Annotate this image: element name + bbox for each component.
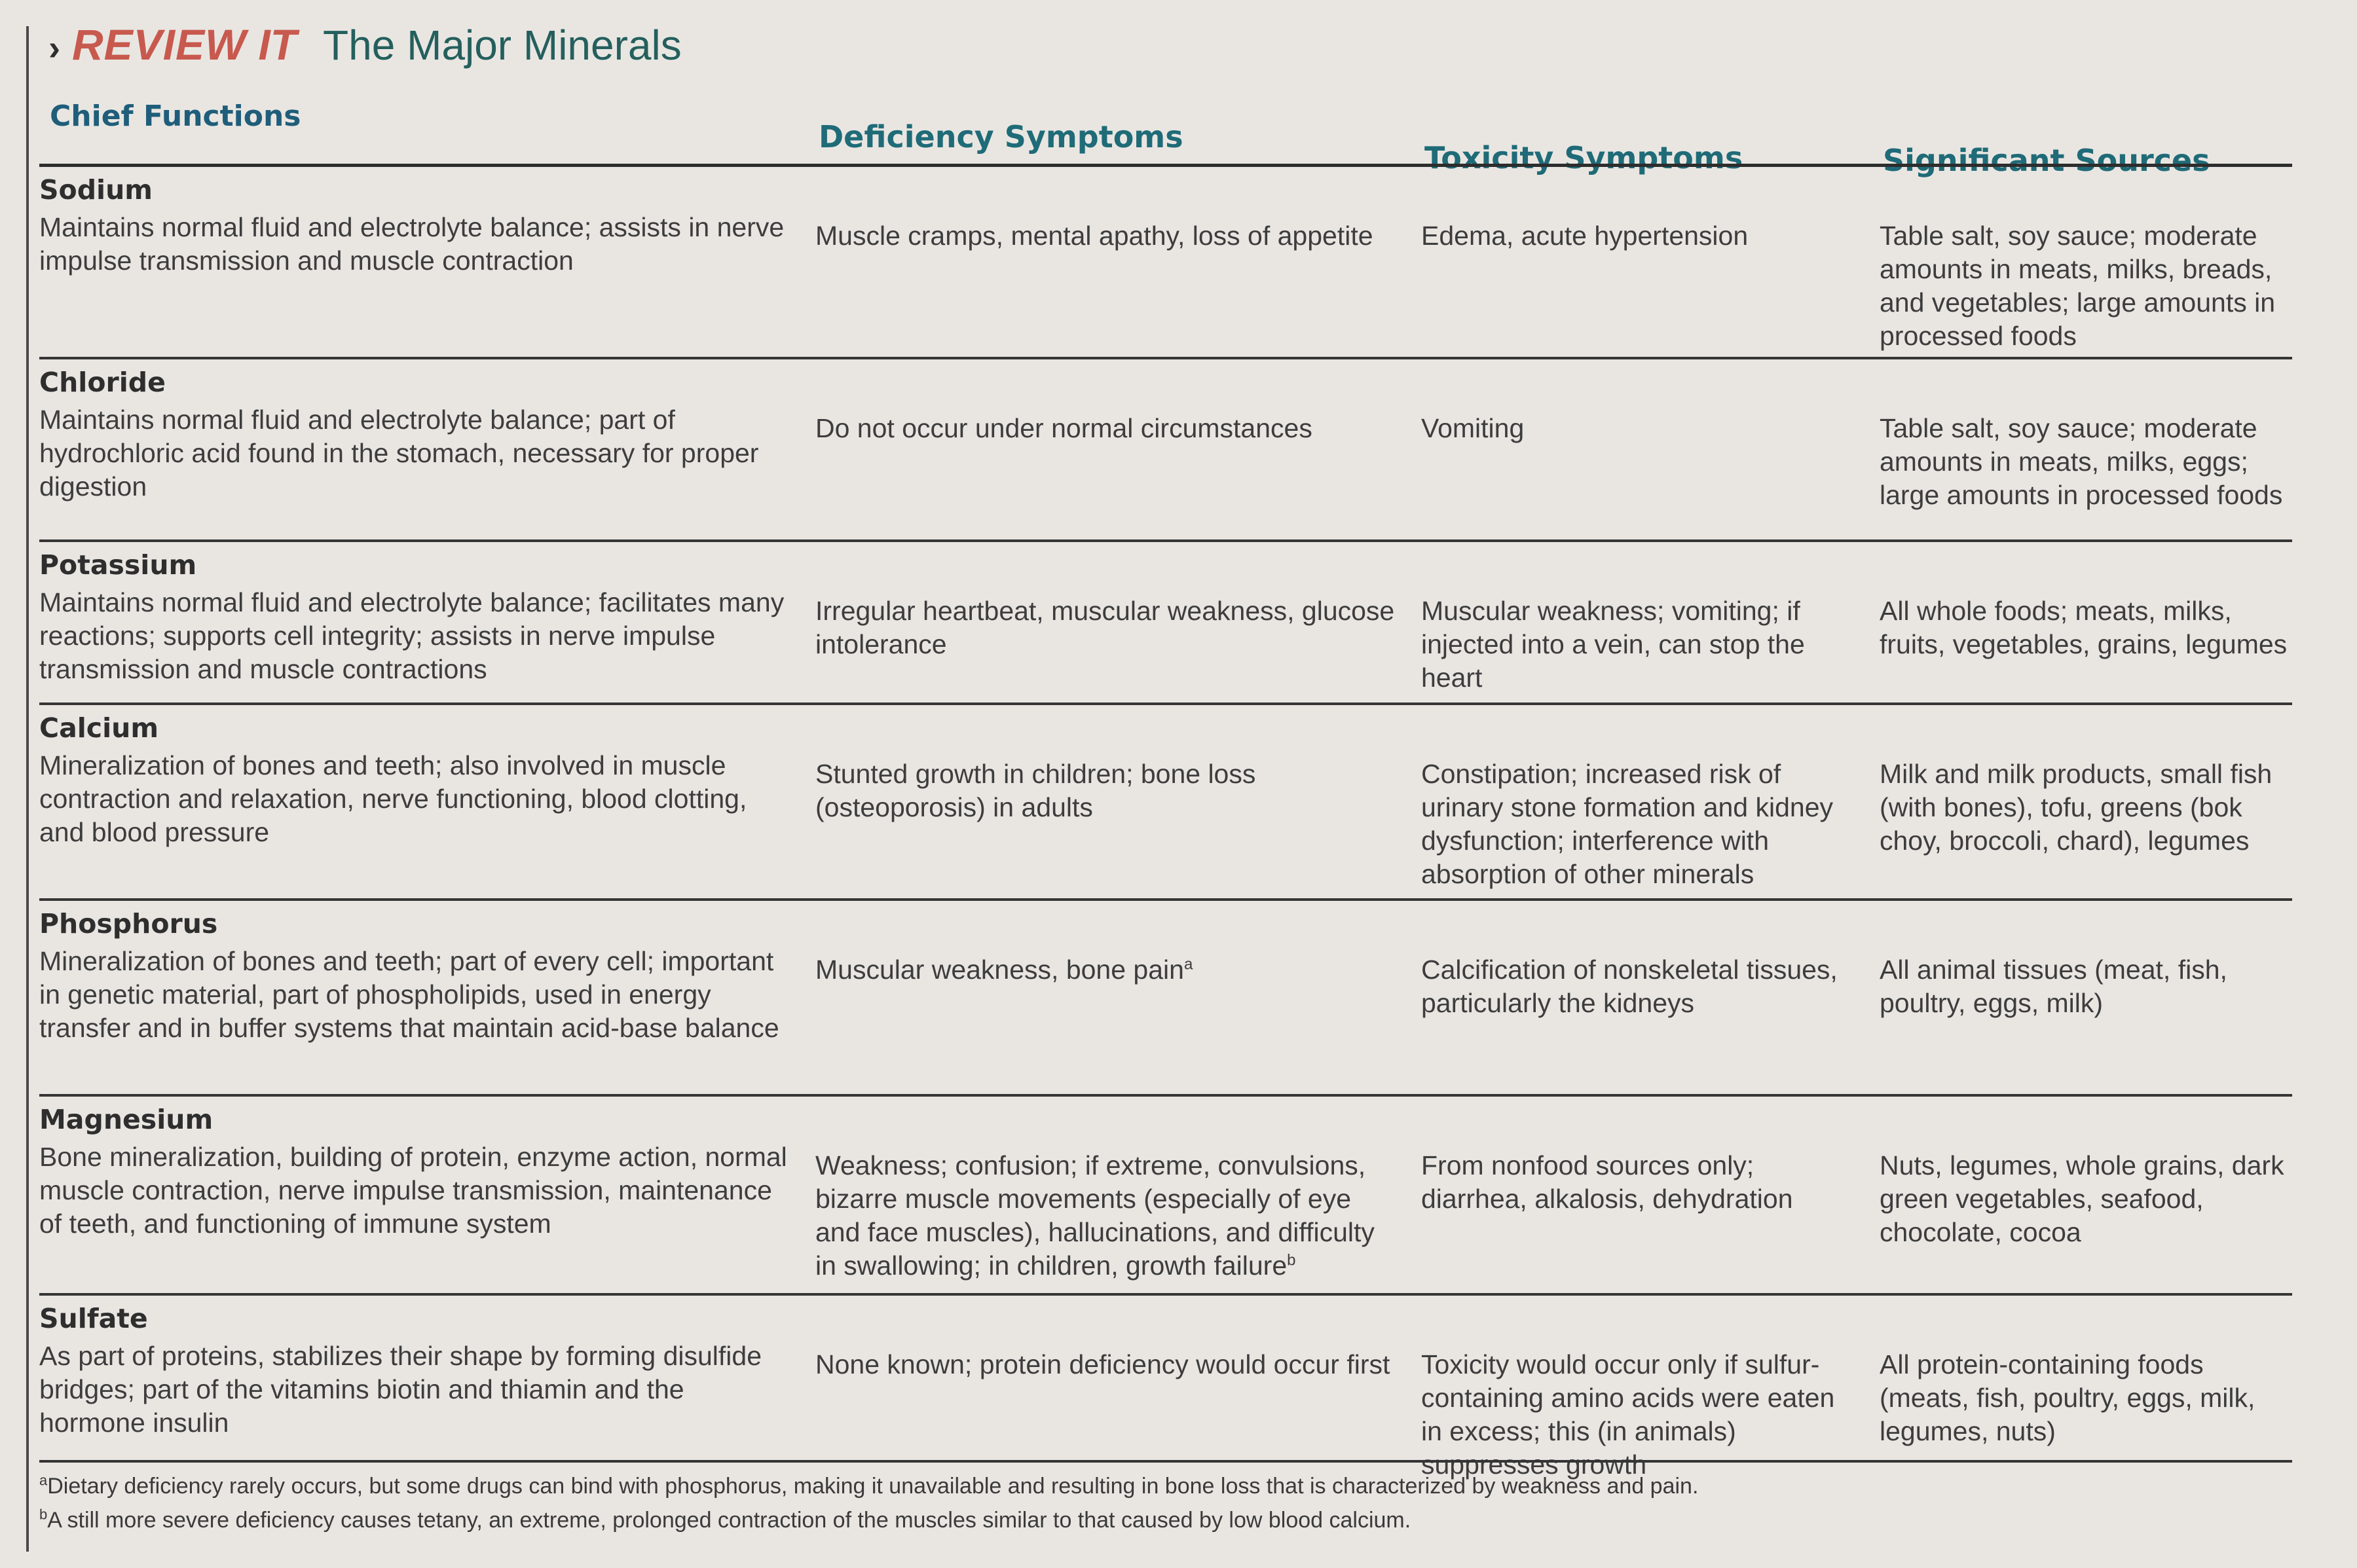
deficiency-cell: Irregular heartbeat, muscular weakness, glucose intolerance — [815, 596, 1395, 659]
footnote-mark: b — [39, 1506, 48, 1523]
deficiency-cell: None known; protein deficiency would occur first — [815, 1349, 1390, 1379]
toxicity-cell: From nonfood sources only; diarrhea, alkalosis, dehydration — [1421, 1150, 1793, 1214]
functions-cell — [39, 542, 815, 702]
minerals-table — [39, 164, 2292, 1479]
table-row — [39, 539, 2292, 702]
deficiency-cell: Do not occur under normal circumstances — [815, 413, 1312, 443]
table-row — [39, 898, 2292, 1094]
functions-text: Maintains normal fluid and electrolyte balance; assists in nerve impulse transmission and muscle contraction — [39, 212, 785, 276]
table-row — [39, 1094, 2292, 1293]
mineral-name: Calcium — [39, 712, 159, 744]
deficiency-text: Weakness; confusion; if extreme, convulsions, bizarre muscle movements (especially of eye and face muscles), hallucinations, and difficulty in swallowing; in children, growth failure — [815, 1150, 1375, 1281]
sources-cell: All protein-containing foods (meats, fish, poultry, eggs, milk, legumes, nuts) — [1880, 1349, 2255, 1446]
footnotes — [39, 1460, 2292, 1537]
deficiency-cell: Stunted growth in children; bone loss (osteoporosis) in adults — [815, 759, 1256, 822]
table-row — [39, 164, 2292, 357]
sources-cell: Milk and milk products, small fish (with bones), tofu, greens (bok choy, broccoli, chard), legumes — [1880, 759, 2273, 856]
mineral-name: Potassium — [39, 549, 197, 581]
section-header — [48, 20, 682, 69]
margin-rule — [26, 26, 29, 1552]
functions-cell — [39, 901, 815, 1094]
mineral-name: Sodium — [39, 174, 153, 206]
mineral-name: Sulfate — [39, 1303, 148, 1334]
functions-cell — [39, 705, 815, 898]
sources-cell: Table salt, soy sauce; moderate amounts in meats, milks, breads, and vegetables; large amounts in processed foods — [1880, 221, 2276, 351]
page-title: The Major Minerals — [323, 22, 682, 69]
mineral-name: Chloride — [39, 367, 166, 398]
sources-cell: Table salt, soy sauce; moderate amounts in meats, milks, eggs; large amounts in processed foods — [1880, 413, 2283, 510]
functions-text: Bone mineralization, building of protein, enzyme action, normal muscle contraction, nerve impulse transmission, maintenance of teeth, and functioning of immune system — [39, 1142, 787, 1239]
functions-cell — [39, 1097, 815, 1293]
functions-text: Mineralization of bones and teeth; also involved in muscle contraction and relaxation, nerve functioning, blood clotting, and blood pressure — [39, 750, 747, 847]
footnote-b — [39, 1503, 2292, 1537]
sources-cell: All whole foods; meats, milks, fruits, vegetables, grains, legumes — [1880, 596, 2288, 659]
table-row — [39, 1293, 2292, 1479]
toxicity-cell: Constipation; increased risk of urinary stone formation and kidney dysfunction; interference with absorption of other minerals — [1421, 759, 1834, 889]
toxicity-cell: Toxicity would occur only if sulfur-containing amino acids were eaten in excess; this (in animals) suppresses growth — [1421, 1349, 1835, 1480]
chevron-icon: › — [48, 28, 60, 67]
mineral-name: Magnesium — [39, 1104, 213, 1135]
mineral-name: Phosphorus — [39, 908, 218, 939]
table-row — [39, 357, 2292, 539]
column-header-sources: Significant Sources — [1883, 143, 2210, 178]
footnote-a — [39, 1469, 2292, 1503]
column-header-toxicity: Toxicity Symptoms — [1424, 140, 1743, 175]
deficiency-cell — [815, 901, 1421, 1094]
deficiency-cell: Muscle cramps, mental apathy, loss of appetite — [815, 221, 1373, 251]
deficiency-cell — [815, 1097, 1421, 1293]
toxicity-cell: Vomiting — [1421, 413, 1525, 443]
functions-text: Maintains normal fluid and electrolyte balance; facilitates many reactions; supports cell integrity; assists in nerve impulse transmission and muscle contractions — [39, 587, 785, 684]
functions-cell — [39, 1296, 815, 1479]
functions-cell — [39, 359, 815, 539]
table-row — [39, 702, 2292, 898]
review-label: REVIEW — [71, 20, 247, 69]
functions-text: Maintains normal fluid and electrolyte balance; part of hydrochloric acid found in the stomach, necessary for proper digestion — [39, 405, 759, 501]
sources-cell: Nuts, legumes, whole grains, dark green vegetables, seafood, chocolate, cocoa — [1880, 1150, 2284, 1247]
functions-text: As part of proteins, stabilizes their shape by forming disulfide bridges; part of the vitamins biotin and thiamin and the hormone insulin — [39, 1341, 762, 1438]
footnote-text: Dietary deficiency rarely occurs, but some drugs can bind with phosphorus, making it unavailable and resulting in bone loss that is characterized by weakness and pain. — [47, 1474, 1699, 1499]
it-label: IT — [258, 20, 297, 69]
footnote-mark: b — [1287, 1251, 1296, 1269]
toxicity-cell: Muscular weakness; vomiting; if injected into a vein, can stop the heart — [1421, 596, 1805, 693]
functions-text: Mineralization of bones and teeth; part of every cell; important in genetic material, part of phospholipids, used in energy transfer and in buffer systems that maintain acid-base balance — [39, 946, 779, 1043]
toxicity-cell: Edema, acute hypertension — [1421, 221, 1749, 251]
column-header-functions: Chief Functions — [50, 100, 301, 133]
footnote-mark: a — [39, 1472, 48, 1489]
footnote-text: A still more severe deficiency causes tetany, an extreme, prolonged contraction of the muscles similar to that caused by low blood calcium. — [47, 1508, 1411, 1533]
deficiency-text: Muscular weakness, bone pain — [815, 955, 1184, 985]
functions-cell — [39, 167, 815, 357]
column-header-deficiency: Deficiency Symptoms — [819, 119, 1183, 155]
sources-cell: All animal tissues (meat, fish, poultry, eggs, milk) — [1880, 955, 2227, 1018]
toxicity-cell: Calcification of nonskeletal tissues, particularly the kidneys — [1421, 955, 1838, 1018]
footnote-mark: a — [1183, 955, 1193, 974]
